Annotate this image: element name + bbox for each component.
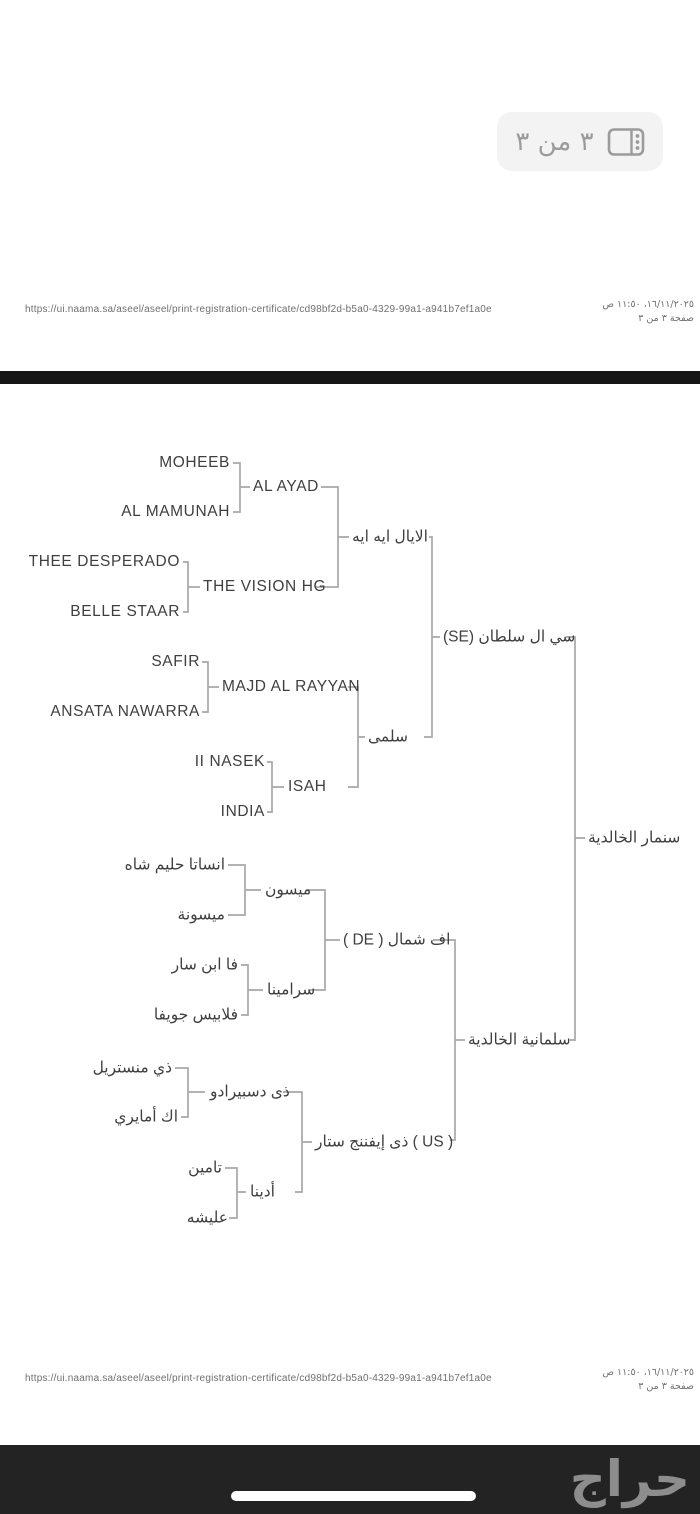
pedigree-node-alisha: عليشه <box>186 1209 228 1227</box>
pedigree-node-maysounah: ميسونة <box>177 906 225 924</box>
print-footer-datetime: ١٦/١١/٢٠٢٥، ١١:٥٠ ص <box>602 1367 694 1378</box>
page-count-chip[interactable] <box>497 112 663 171</box>
gallery-pages-icon <box>607 127 645 157</box>
print-header-datetime: ١٦/١١/٢٠٢٥، ١١:٥٠ ص <box>602 299 694 310</box>
pedigree-node-moheeb: MOHEEB <box>159 454 230 471</box>
pedigree-node-alayal: الايال ايه ايه <box>352 528 428 546</box>
pedigree-node-al_mamunah: AL MAMUNAH <box>121 503 230 520</box>
pedigree-node-salma: سلمى <box>368 728 408 746</box>
pedigree-node-the_vision_hg: THE VISION HG <box>203 578 327 595</box>
pedigree-node-thi_minstrel: ذي منستريل <box>92 1059 172 1077</box>
pedigree-node-salmaniah: سلمانية الخالدية <box>468 1031 571 1049</box>
pedigree-node-ansata_nawarra: ANSATA NAWARRA <box>50 703 200 720</box>
pedigree-node-ak_amairi: اك أمايري <box>114 1108 178 1126</box>
print-header-page-label: صفحة ٣ من ٣ <box>638 313 694 324</box>
print-header-url: https://ui.naama.sa/aseel/aseel/print-registration-certificate/cd98bf2d-b5a0-4329-99a1-a941b7ef1a0e <box>25 304 492 315</box>
haraj-logo: حراج <box>569 1449 690 1508</box>
pedigree-node-sinmar: سنمار الخالدية <box>588 829 681 847</box>
print-footer-meta <box>524 1366 694 1394</box>
print-header-meta <box>524 298 694 326</box>
pedigree-node-ii_nasek: II NASEK <box>194 753 265 770</box>
pedigree-node-al_ayad: AL AYAD <box>253 478 319 495</box>
print-footer-url: https://ui.naama.sa/aseel/aseel/print-registration-certificate/cd98bf2d-b5a0-4329-99a1-a941b7ef1a0e <box>25 1373 492 1384</box>
pedigree-node-desperado_ar: ذى دسبيرادو <box>210 1083 290 1101</box>
print-footer-page-label: صفحة ٣ من ٣ <box>638 1381 694 1392</box>
pedigree-node-majd_al_rayyan: MAJD AL RAYYAN <box>222 678 361 695</box>
pedigree-node-evening_star: ( US ) ذى إيفننج ستار <box>315 1133 454 1151</box>
pedigree-node-saramina: سرامينا <box>267 981 316 999</box>
pedigree-node-tameen: تامين <box>188 1159 222 1177</box>
pedigree-node-belle_staar: BELLE STAAR <box>70 603 180 620</box>
pedigree-node-fa_ibn_sar: فا ابن سار <box>171 956 238 974</box>
page-divider-bar <box>0 371 700 384</box>
pedigree-node-flabis_jouifa: فلابيس جويفا <box>153 1006 238 1024</box>
pedigree-node-af_shamal: اف شمال ( DE ) <box>343 931 451 949</box>
pedigree-node-maysoon: ميسون <box>265 881 312 899</box>
pedigree-node-se_sultan: سي ال سلطان (SE) <box>443 628 576 646</box>
page-count-label: ٣ من ٣ <box>515 126 594 157</box>
pedigree-node-safir: SAFIR <box>151 653 200 670</box>
home-indicator[interactable] <box>231 1491 476 1501</box>
pedigree-node-india: INDIA <box>220 803 265 820</box>
pedigree-node-thee_desperado: THEE DESPERADO <box>28 553 180 570</box>
pedigree-node-adina: أدينا <box>250 1183 275 1201</box>
pedigree-node-ansata_halim_shah: انساتا حليم شاه <box>124 856 225 874</box>
pedigree-node-isah: ISAH <box>288 778 327 795</box>
